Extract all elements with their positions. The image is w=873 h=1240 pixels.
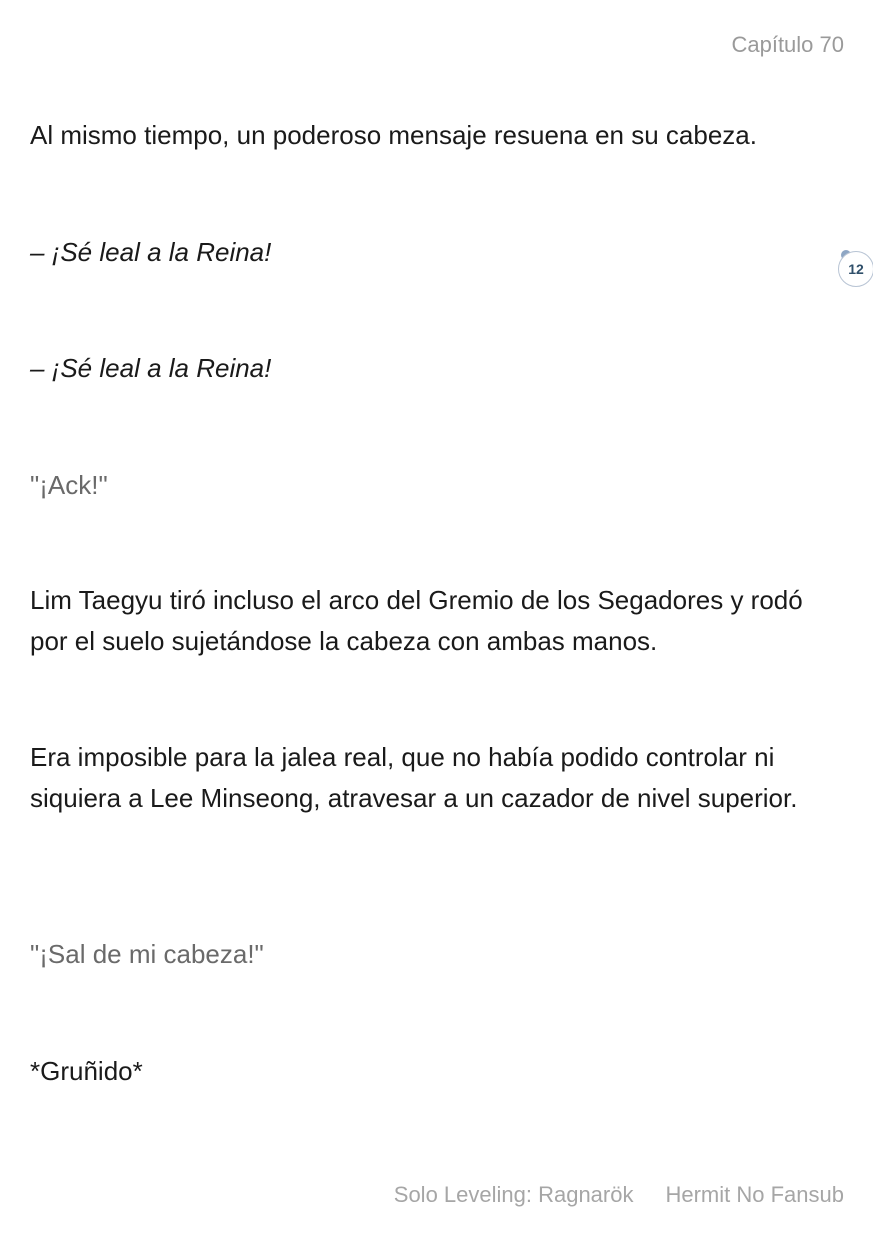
footer [394,1182,844,1208]
footer-book-title: Solo Leveling: Ragnarök [393,1182,634,1207]
footer-translator: Hermit No Fansub [665,1182,844,1207]
paragraph: Al mismo tiempo, un poderoso mensaje resuena en su cabeza. [30,120,757,150]
dialogue-line-italic: – ¡Sé leal a la Reina! [30,353,272,383]
chapter-header: Capítulo 70 [731,32,844,57]
dialogue-line: "¡Ack!" [30,470,108,500]
paragraph: Era imposible para la jalea real, que no había podido controlar ni siquiera a Lee Minseong, atravesar a un cazador de nivel superior. [30,742,798,813]
page-number-badge[interactable]: 12 [838,251,873,287]
dialogue-line-italic: – ¡Sé leal a la Reina! [30,237,272,267]
paragraph: Lim Taegyu tiró incluso el arco del Gremio de los Segadores y rodó por el suelo sujetándose la cabeza con ambas manos. [30,585,803,656]
dialogue-line: "¡Sal de mi cabeza!" [30,939,264,969]
sound-effect-line: *Gruñido* [30,1056,143,1086]
